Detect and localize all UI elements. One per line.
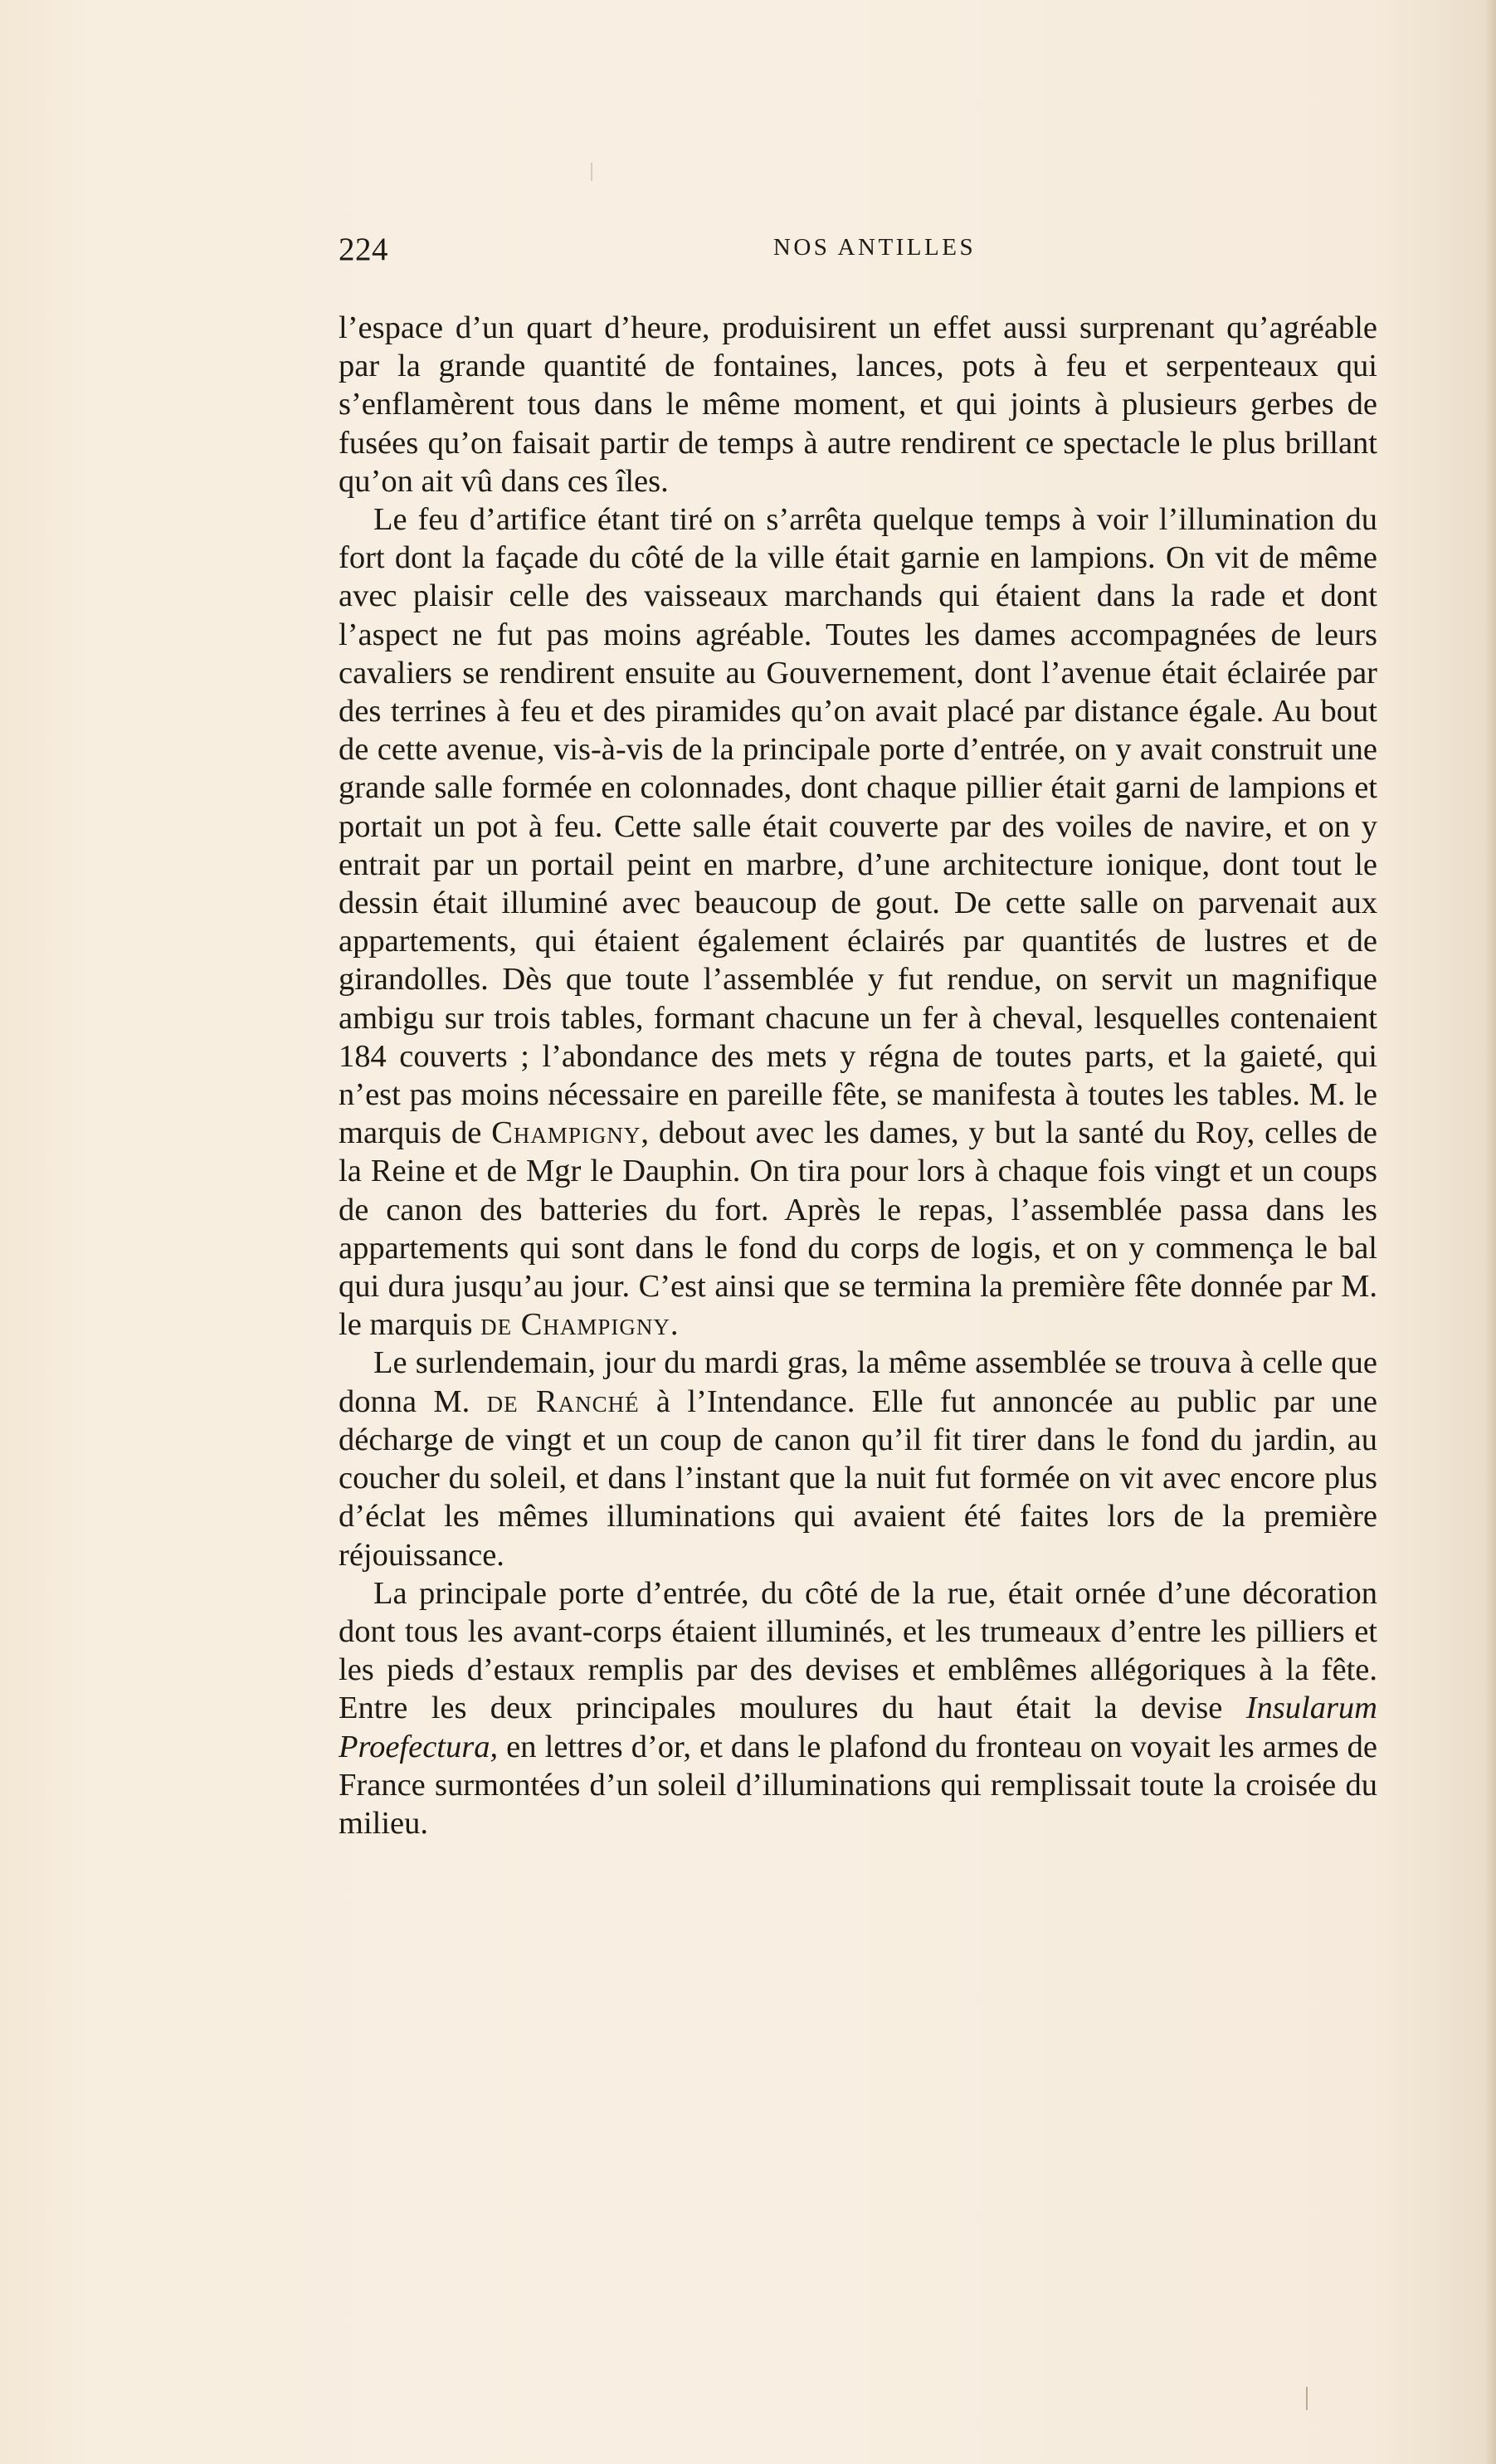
latin-motto: Insularum Proefectura, xyxy=(339,1691,1377,1764)
paragraph-2-text-c: . xyxy=(670,1307,679,1343)
paper-mark xyxy=(1306,2387,1308,2410)
name-de-ranche: de Ranché xyxy=(486,1383,640,1419)
paragraph-4 xyxy=(339,1574,1377,1842)
body-text xyxy=(339,309,1377,1842)
name-champigny: Champigny xyxy=(491,1115,641,1151)
page-number: 224 xyxy=(339,232,388,267)
running-title: NOS ANTILLES xyxy=(772,234,977,261)
paragraph-4-text-b: en lettres d’or, et dans le plafond du fronteau on voyait les armes de France surmontées d’un soleil d’illuminations qui remplissait toute la croisée du milieu. xyxy=(339,1729,1377,1841)
paragraph-3-text-b: à l’Intendance. Elle fut annoncée au public par une décharge de vingt et un coup de canon qu’il fit tirer dans le fond du jardin, au coucher du soleil, et dans l’instant que la nuit fut formée on vit avec encore plus d’éclat les mêmes illuminations qui avaient été faites lors de la première réjouissance. xyxy=(339,1383,1377,1573)
paragraph-2 xyxy=(339,500,1377,1344)
paragraph-3 xyxy=(339,1344,1377,1574)
paragraph-1-text: l’espace d’un quart d’heure, produisirent un effet aussi surprenant qu’agréable par la grande quantité de fontaines, lances, pots à feu et serpenteaux qui s’enflamèrent tous dans le même moment, et qui joints à plusieurs gerbes de fusées qu’on faisait partir de temps à autre rendirent ce spectacle le plus brillant qu’on ait vû dans ces îles. xyxy=(339,310,1377,499)
paragraph-1 xyxy=(339,309,1377,500)
name-de-champigny: de Champigny xyxy=(480,1307,670,1343)
page-header xyxy=(339,231,1377,272)
paper-mark xyxy=(591,163,592,181)
paragraph-3-text-a: Le surlendemain, jour du mardi gras, la même assemblée se trouva à celle que donna M. xyxy=(339,1345,1377,1419)
page-edge-shadow xyxy=(1484,0,1496,2464)
paragraph-2-text-a: Le feu d’artifice étant tiré on s’arrêta quelque temps à voir l’illumination du fort dont la façade du côté de la ville était garnie en lampions. On vit de même avec plaisir celle des vaisseaux marchands qui étaient dans la rade et dont l’aspect ne fut pas moins agréable. Toutes les dames accompagnées de leurs cavaliers se rendirent ensuite au Gouvernement, dont l’avenue était éclairée par des terrines à feu et des piramides qu’on avait placé par distance égale. Au bout de cette avenue, vis-à-vis de la principale porte d’entrée, on y avait construit une grande salle formée en colonnades, dont chaque pillier était garni de lampions et portait un pot à feu. Cette salle était couverte par des voiles de navire, et on y entrait par un portail peint en marbre, d’une architecture ionique, dont tout le dessin était illuminé avec beaucoup de gout. De cette salle on parvenait aux appartements, qui étaient également éclairés par quantités de lustres et de girandolles. Dès que toute l’assemblée y fut rendue, on servit un magnifique ambigu sur trois tables, formant chacune un fer à cheval, lesquelles contenaient 184 couverts ; l’abondance des mets y régna de toutes parts, et la gaieté, qui n’est pas moins nécessaire en pareille fête, se manifesta à toutes les tables. M. le marquis de xyxy=(339,502,1377,1151)
paragraph-2-text-b: , debout avec les dames, y but la santé du Roy, celles de la Reine et de Mgr le Dauphin. On tira pour lors à chaque fois vingt et un coups de canon des batteries du fort. Après le repas, l’assemblée passa dans les appartements qui sont dans le fond du corps de logis, et on y commença le bal qui dura jusqu’au jour. C’est ainsi que se termina la première fête donnée par M. le marquis xyxy=(339,1115,1378,1343)
paragraph-4-text-a: La principale porte d’entrée, du côté de la rue, était ornée d’une décoration dont tous les avant-corps étaient illuminés, et les trumeaux d’entre les pilliers et les pieds d’estaux remplis par des devises et emblêmes allégoriques à la fête. Entre les deux principales moulures du haut était la devise xyxy=(339,1575,1377,1726)
